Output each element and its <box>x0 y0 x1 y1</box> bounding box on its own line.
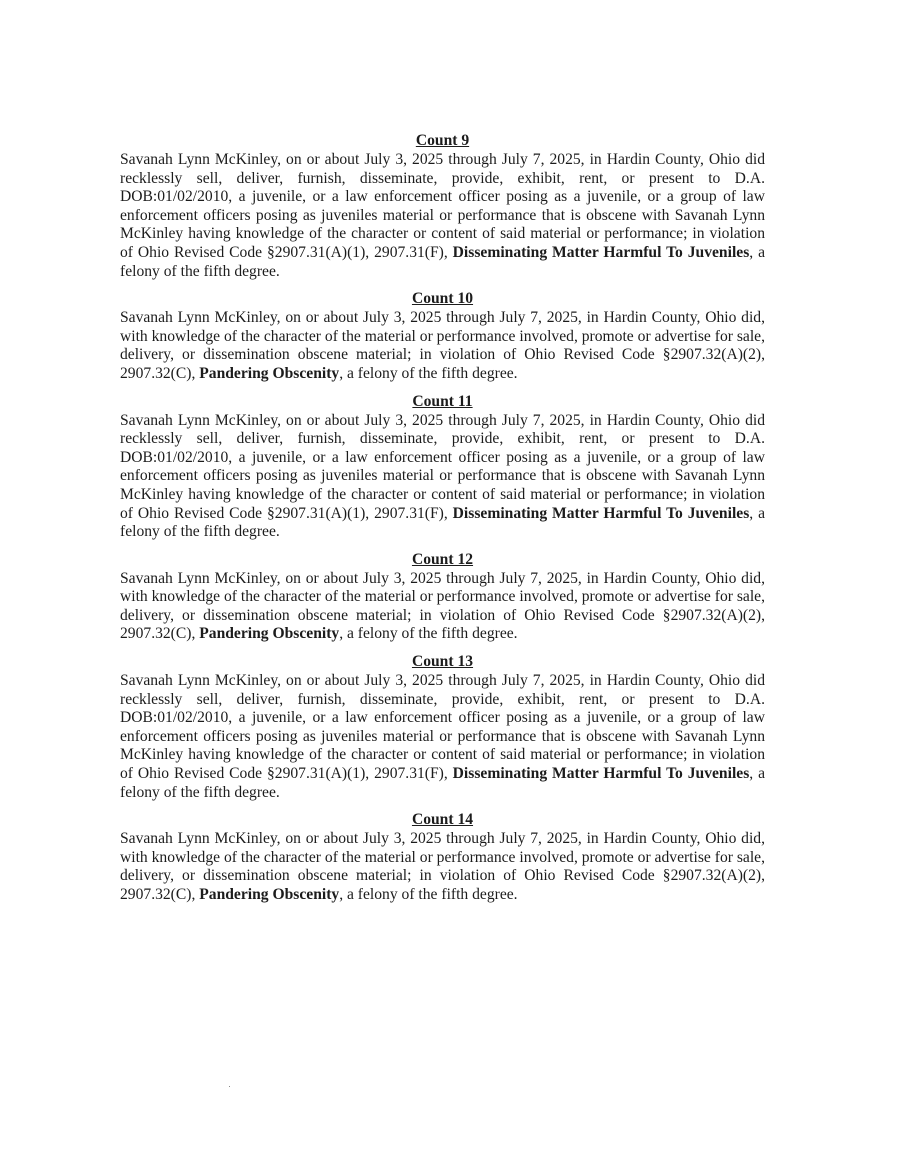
count-heading: Count 12 <box>411 550 474 568</box>
count-section <box>120 811 765 904</box>
count-text-end: , a felony of the fifth degree. <box>120 765 765 801</box>
offense-name: Disseminating Matter Harmful To Juveniles <box>452 504 750 522</box>
count-paragraph <box>120 672 765 802</box>
count-heading: Count 14 <box>411 811 474 829</box>
count-text: Savanah Lynn McKinley, on or about July 3, 2025 through July 7, 2025, in Hardin County, Ohio did, with knowledge of the character of the material or performance involved, promote or advertise for sale, delivery, or dissemination obscene material; in violation of Ohio Revised Code §2907.32(A)(2), 2907.32(C), <box>120 569 765 643</box>
offense-name: Pandering Obscenity <box>199 625 340 643</box>
count-text: Savanah Lynn McKinley, on or about July 3, 2025 through July 7, 2025, in Hardin County, Ohio did recklessly sell, deliver, furnish, disseminate, provide, exhibit, rent, or present to D.A. DOB:01/02/2010, a juvenile, or a law enforcement officer posing as a juvenile, or a group of law enforcement officers posing as juveniles material or performance that is obscene with Savanah Lynn McKinley having knowledge of the character or content of said material or performance; in violation of Ohio Revised Code §2907.31(A)(1), 2907.31(F), <box>120 151 765 261</box>
count-paragraph <box>120 412 765 542</box>
count-text-end: , a felony of the fifth degree. <box>120 243 765 280</box>
count-section <box>120 551 765 644</box>
count-paragraph <box>120 570 765 644</box>
count-text-end: , a felony of the fifth degree. <box>120 504 765 541</box>
offense-name: Disseminating Matter Harmful To Juveniles <box>452 243 750 261</box>
count-section <box>120 393 765 542</box>
count-text: Savanah Lynn McKinley, on or about July 3, 2025 through July 7, 2025, in Hardin County, Ohio did, with knowledge of the character of the material or performance involved, promote or advertise for sale, delivery, or dissemination obscene material; in violation of Ohio Revised Code §2907.32(A)(2), 2907.32(C), <box>120 309 765 382</box>
document-page <box>120 132 765 914</box>
count-paragraph <box>120 830 765 904</box>
count-section <box>120 132 765 281</box>
count-heading: Count 13 <box>411 653 474 671</box>
count-paragraph <box>120 151 765 281</box>
offense-name: Pandering Obscenity <box>199 364 340 382</box>
offense-name: Disseminating Matter Harmful To Juveniles <box>452 765 750 783</box>
count-heading: Count 9 <box>415 132 470 149</box>
offense-name: Pandering Obscenity <box>199 886 340 903</box>
count-text: Savanah Lynn McKinley, on or about July 3, 2025 through July 7, 2025, in Hardin County, Ohio did recklessly sell, deliver, furnish, disseminate, provide, exhibit, rent, or present to D.A. DOB:01/02/2010, a juvenile, or a law enforcement officer posing as a juvenile, or a group of law enforcement officers posing as juveniles material or performance that is obscene with Savanah Lynn McKinley having knowledge of the character or content of said material or performance; in violation of Ohio Revised Code §2907.31(A)(1), 2907.31(F), <box>120 411 765 522</box>
count-text-end: , a felony of the fifth degree. <box>339 886 518 903</box>
count-text-end: , a felony of the fifth degree. <box>339 625 518 643</box>
count-section <box>120 653 765 802</box>
count-text: Savanah Lynn McKinley, on or about July 3, 2025 through July 7, 2025, in Hardin County, Ohio did, with knowledge of the character of the material or performance involved, promote or advertise for sale, delivery, or dissemination obscene material; in violation of Ohio Revised Code §2907.32(A)(2), 2907.32(C), <box>120 830 765 903</box>
count-paragraph <box>120 309 765 383</box>
scan-speck <box>229 1086 230 1087</box>
count-text-end: , a felony of the fifth degree. <box>339 364 518 382</box>
count-text: Savanah Lynn McKinley, on or about July 3, 2025 through July 7, 2025, in Hardin County, Ohio did recklessly sell, deliver, furnish, disseminate, provide, exhibit, rent, or present to D.A. DOB:01/02/2010, a juvenile, or a law enforcement officer posing as a juvenile, or a group of law enforcement officers posing as juveniles material or performance that is obscene with Savanah Lynn McKinley having knowledge of the character or content of said material or performance; in violation of Ohio Revised Code §2907.31(A)(1), 2907.31(F), <box>120 672 765 783</box>
count-heading: Count 11 <box>412 392 473 410</box>
count-section <box>120 290 765 383</box>
count-heading: Count 10 <box>411 290 474 308</box>
